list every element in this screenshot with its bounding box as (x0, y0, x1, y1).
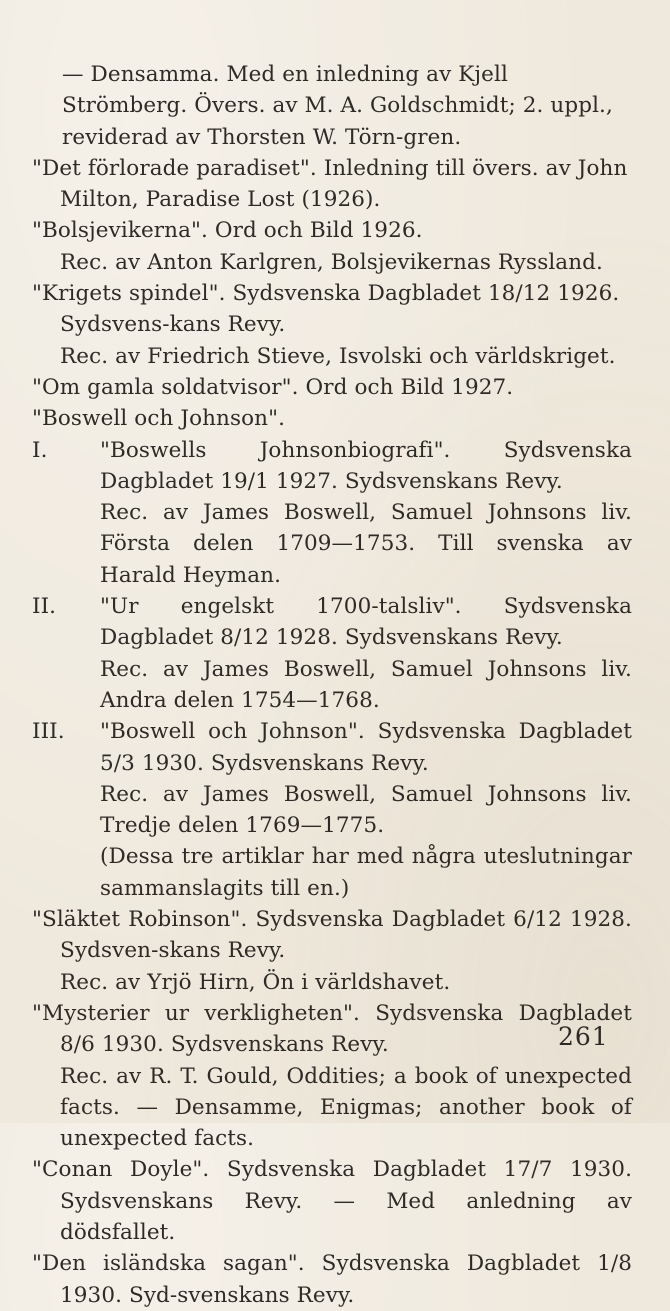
entry-mysterier-review: Rec. av R. T. Gould, Oddities; a book of unexpected facts. — Densamme, Enigmas; another book of unexpected facts. (60, 1063, 632, 1152)
numbered-item-1-text: "Boswells Johnsonbiografi". Sydsvenska Dagbladet 19/1 1927. Sydsvenskans Revy. (100, 437, 632, 494)
entry-slaktet-robinson: "Släktet Robinson". Sydsvenska Dagbladet 6/12 1928. Sydsven-skans Revy. (32, 907, 632, 964)
entry-bolsjevikerna: "Bolsjevikerna". Ord och Bild 1926. (32, 218, 423, 244)
numbered-item-3-label: III. (32, 719, 65, 745)
bibliography-text (32, 59, 632, 1311)
numbered-item-2-text: "Ur engelskt 1700-talsliv". Sydsvenska Dagbladet 8/12 1928. Sydsvenskans Revy. (100, 594, 632, 651)
entry-mysterier-ur-verkligheten: "Mysterier ur verkligheten". Sydsvenska Dagbladet 8/6 1930. Sydsvenskans Revy. (32, 1000, 632, 1058)
numbered-item-3-review: Rec. av James Boswell, Samuel Johnsons liv. Tredje delen 1769—1775. (100, 781, 632, 839)
numbered-item-1 (32, 435, 632, 498)
numbered-item-2 (32, 591, 632, 654)
entry-slaktet-robinson-review: Rec. av Yrjö Hirn, Ön i världshavet. (60, 969, 451, 995)
numbered-item-3-note: (Dessa tre artiklar har med några uteslutningar sammanslagits till en.) (100, 844, 632, 901)
numbered-item-2-review: Rec. av James Boswell, Samuel Johnsons liv. Andra delen 1754—1768. (100, 656, 632, 713)
numbered-item-1-label: I. (32, 437, 48, 463)
entry-krigets-spindel: "Krigets spindel". Sydsvenska Dagbladet 18/12 1926. Sydsvens-kans Revy. (32, 281, 620, 338)
entry-bolsjevikerna-review: Rec. av Anton Karlgren, Bolsjevikernas Ryssland. (60, 249, 603, 275)
entry-krigets-spindel-review: Rec. av Friedrich Stieve, Isvolski och världskriget. (60, 343, 616, 369)
entry-conan-doyle: "Conan Doyle". Sydsvenska Dagbladet 17/7 1930. Sydsvenskans Revy. — Med anledning av dödsfallet. (32, 1157, 632, 1245)
page-number: 261 (558, 1022, 609, 1051)
entry-om-gamla-soldatvisor: "Om gamla soldatvisor". Ord och Bild 1927. (32, 374, 514, 400)
numbered-item-2-label: II. (32, 594, 57, 620)
entry-det-forlorade-paradiset: "Det förlorade paradiset". Inledning till övers. av John Milton, Paradise Lost (1926). (32, 155, 628, 213)
entry-densamma: — Densamma. Med en inledning av Kjell Strömberg. Övers. av M. A. Goldschmidt; 2. uppl., reviderad av Thorsten W. Törn-gren. (62, 62, 613, 150)
entry-den-islandska-sagan: "Den isländska sagan". Sydsvenska Dagbladet 1/8 1930. Syd-svenskans Revy. (32, 1251, 632, 1308)
entry-boswell-och-johnson: "Boswell och Johnson". (32, 406, 286, 432)
numbered-item-3 (32, 716, 632, 779)
numbered-item-3-text: "Boswell och Johnson". Sydsvenska Dagbladet 5/3 1930. Sydsvenskans Revy. (100, 719, 632, 776)
numbered-item-1-review: Rec. av James Boswell, Samuel Johnsons liv. Första delen 1709—1753. Till svenska av Harald Heyman. (100, 500, 632, 588)
